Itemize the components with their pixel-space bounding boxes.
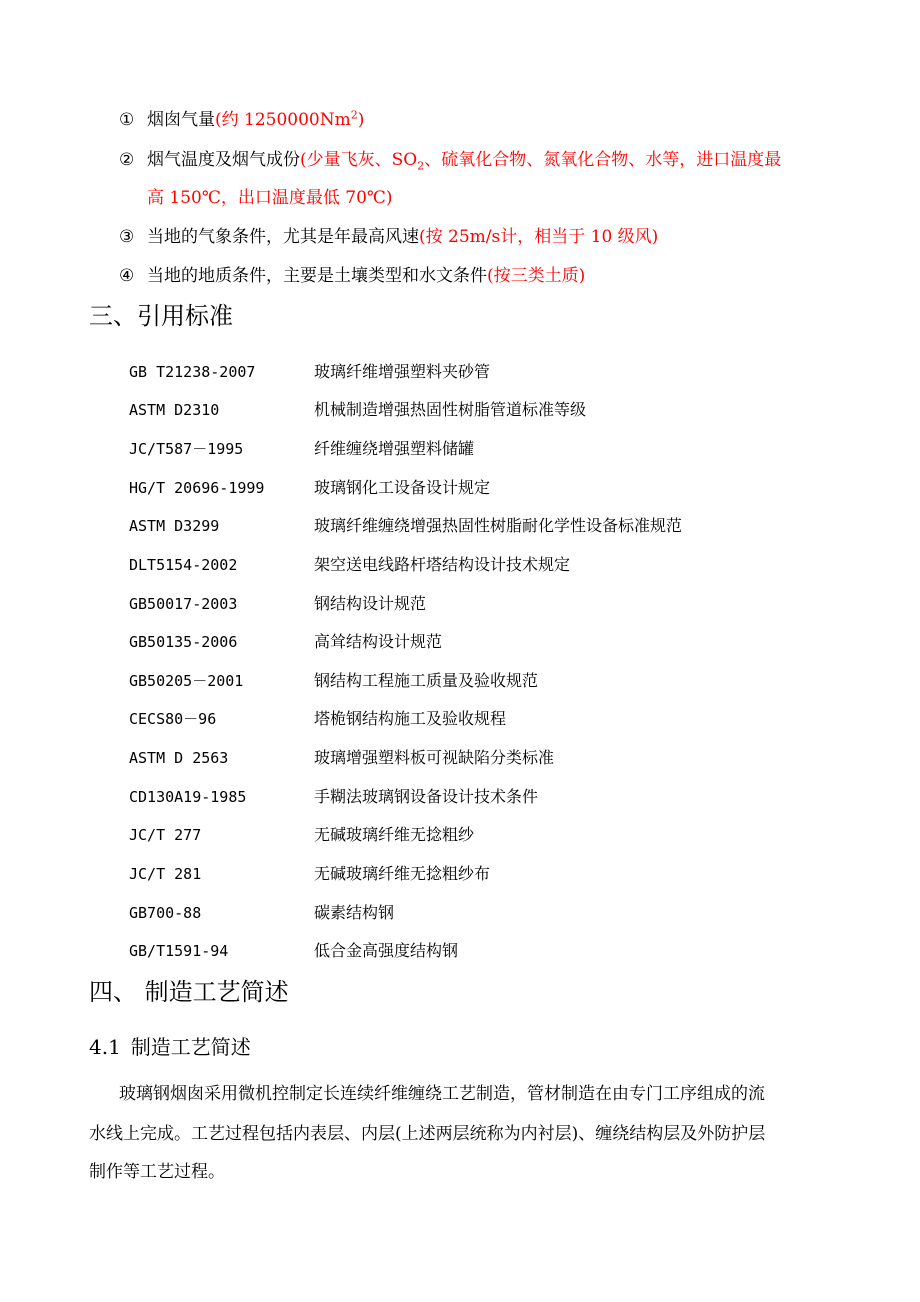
condition-item-4 — [119, 265, 585, 287]
item-note: (按三类土质) — [487, 266, 586, 286]
standard-code: CECS80－96 — [129, 710, 217, 728]
item-number: ④ — [119, 266, 135, 286]
paragraph-line: 制作等工艺过程。 — [89, 1162, 225, 1182]
standard-name: 玻璃钢化工设备设计规定 — [314, 478, 491, 497]
standard-code: GB50017-2003 — [129, 595, 238, 613]
standard-code: HG/T 20696-1999 — [129, 479, 265, 497]
subsection-heading — [89, 1034, 251, 1060]
standard-name: 玻璃增强塑料板可视缺陷分类标准 — [314, 748, 555, 767]
standard-code: CD130A19-1985 — [129, 788, 247, 806]
paragraph-line: 水线上完成。工艺过程包括内表层、内层(上述两层统称为内衬层)、缠绕结构层及外防护层 — [89, 1124, 766, 1144]
standard-name: 纤维缠绕增强塑料储罐 — [314, 439, 475, 458]
standard-name: 架空送电线路杆塔结构设计技术规定 — [314, 555, 571, 574]
condition-item-3 — [119, 226, 658, 248]
standard-code: JC/T 277 — [129, 826, 202, 844]
standard-name: 钢结构工程施工质量及验收规范 — [314, 671, 539, 690]
item-note: (按 25m/s计，相当于 10 级风) — [419, 227, 659, 247]
subsection-title: 制造工艺简述 — [130, 1035, 251, 1059]
standard-code: DLT5154-2002 — [129, 556, 238, 574]
standard-name: 塔桅钢结构施工及验收规程 — [314, 709, 507, 728]
standard-code: GB T21238-2007 — [129, 363, 256, 381]
condition-item-1 — [119, 109, 364, 131]
standard-name: 机械制造增强热固性树脂管道标准等级 — [314, 400, 587, 419]
item-number: ① — [119, 110, 135, 130]
standard-code: ASTM D3299 — [129, 517, 220, 535]
standard-name: 玻璃纤维缠绕增强热固性树脂耐化学性设备标准规范 — [314, 516, 683, 535]
section-heading-references: 三、引用标准 — [89, 302, 233, 330]
standard-code: GB50205－2001 — [129, 672, 244, 690]
standard-name: 无碱玻璃纤维无捻粗纱 — [314, 825, 475, 844]
standard-name: 低合金高强度结构钢 — [314, 941, 459, 960]
item-text: 当地的地质条件，主要是土壤类型和水文条件 — [147, 266, 487, 286]
item-note: (少量飞灰、$SO_2$、硫氧化合物、氮氧化合物、水等，进口温度最 — [300, 150, 782, 173]
standard-name: 玻璃纤维增强塑料夹砂管 — [314, 362, 491, 381]
standard-code: JC/T 281 — [129, 865, 202, 883]
item-text: 烟气温度及烟气成份 — [147, 150, 300, 170]
standard-code: JC/T587－1995 — [129, 440, 244, 458]
paragraph-line: 玻璃钢烟囱采用微机控制定长连续纤维缠绕工艺制造，管材制造在由专门工序组成的流 — [119, 1084, 765, 1104]
condition-item-2-continuation: 高 150℃，出口温度最低 70℃) — [147, 188, 393, 208]
standard-name: 无碱玻璃纤维无捻粗纱布 — [314, 864, 491, 883]
standard-code: GB/T1591-94 — [129, 942, 229, 960]
standard-code: GB700-88 — [129, 904, 202, 922]
standard-name: 手糊法玻璃钢设备设计技术条件 — [314, 787, 539, 806]
item-text: 当地的气象条件，尤其是年最高风速 — [147, 227, 419, 247]
item-number: ② — [119, 150, 135, 170]
item-text: 烟囱气量 — [147, 110, 215, 130]
standard-name: 钢结构设计规范 — [314, 594, 427, 613]
item-note: (约 1250000Nm$^2$) — [215, 108, 365, 130]
standard-name: 碳素结构钢 — [314, 903, 395, 922]
subsection-number: 4.1 — [89, 1035, 121, 1059]
condition-item-2 — [119, 149, 781, 171]
standard-name: 高耸结构设计规范 — [314, 632, 443, 651]
standard-code: ASTM D 2563 — [129, 749, 229, 767]
item-number: ③ — [119, 227, 135, 247]
standard-code: GB50135-2006 — [129, 633, 238, 651]
standard-code: ASTM D2310 — [129, 401, 220, 419]
section-heading-process: 四、 制造工艺简述 — [89, 978, 289, 1006]
